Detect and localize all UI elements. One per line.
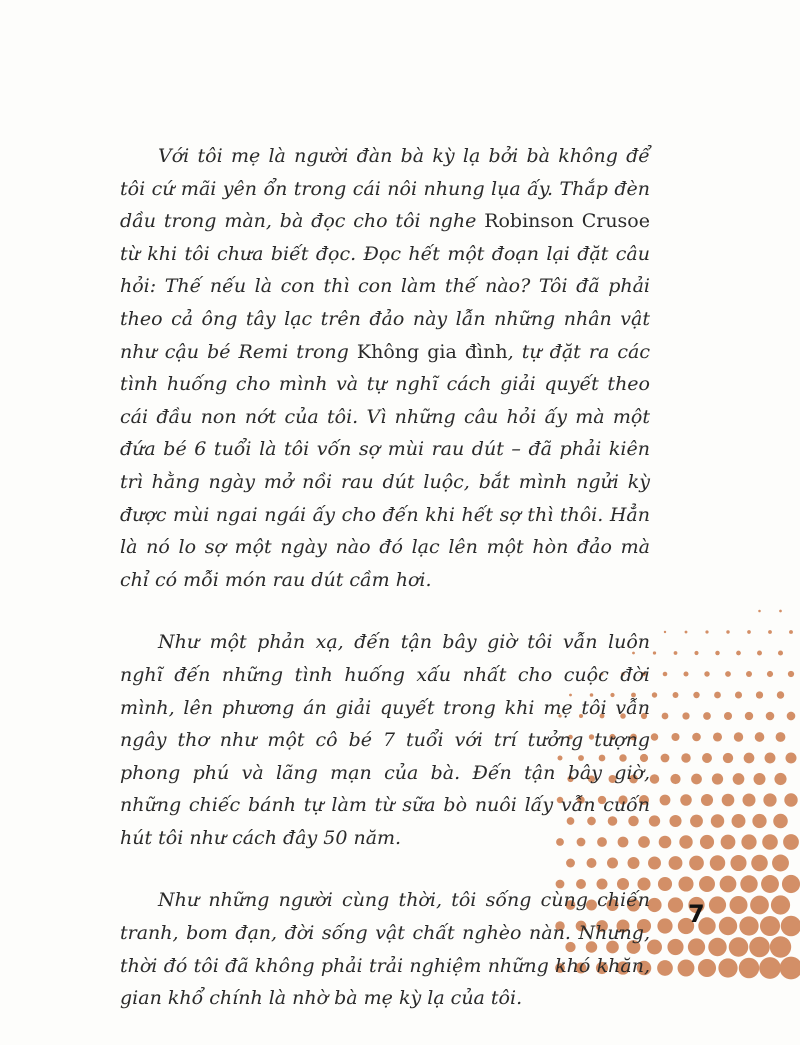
halftone-dot (772, 855, 789, 872)
halftone-dot (680, 794, 692, 806)
halftone-dot (771, 895, 790, 914)
halftone-dot (652, 692, 657, 697)
halftone-dot (729, 937, 749, 957)
page-number: 7 (688, 900, 705, 928)
halftone-dot (789, 630, 793, 634)
halftone-dot (773, 814, 788, 829)
halftone-dot (690, 815, 703, 828)
paragraph-2: Như một phản xạ, đến tận bây giờ tôi vẫn luôn nghĩ đến những tình huống xấu nhất cho cuộc đời mình, lên phương án giải quyết trong khi mẹ tôi vẫn ngây thơ như một cô bé 7 tuổi với trí tưởng tượng phong phú và lãng mạn của bà. Đến tận bây giờ, những chiếc bánh tự làm từ sữa bò nuôi lấy vẫn cuốn hút tôi như cách đây 50 năm. (120, 631, 650, 849)
halftone-dot (700, 835, 714, 849)
paragraph-1-part-5: , tự đặt ra các tình huống cho mình và tự nghĩ cách giải quyết theo cái đầu non nớt của tôi. Vì những câu hỏi ấy mà một đứa bé 6 tuổi là tôi vốn sợ mùi rau dút – đã phải kiên trì hằng ngày mở nồi rau dút luộc, bắt mình ngửi kỳ được mùi ngai ngái ấy cho đến khi hết sợ thì thôi. Hẳn là nó lo sợ một ngày nào đó lạc lên một hòn đảo mà chỉ có mỗi món rau dút cầm hơi. (120, 340, 650, 591)
halftone-dot (702, 753, 712, 763)
halftone-dot (755, 732, 765, 742)
halftone-dot (722, 794, 735, 807)
halftone-dot (730, 855, 746, 871)
halftone-dot (714, 692, 721, 699)
paragraph-1-part-1: Với tôi mẹ là người đàn bà kỳ lạ bởi bà không để tôi cứ mãi yên ổn trong cái nôi nhung lụa ấy. Thắp đèn dầu trong màn, bà đọc cho tôi nghe (120, 145, 650, 233)
halftone-dot (664, 631, 666, 633)
halftone-dot (693, 692, 699, 698)
halftone-dot (678, 876, 693, 891)
halftone-dot (719, 917, 737, 935)
halftone-dot (756, 691, 763, 698)
halftone-dot (674, 651, 678, 655)
halftone-dot (780, 957, 800, 980)
halftone-dot (720, 876, 737, 893)
halftone-dot (651, 733, 659, 741)
halftone-dot (778, 650, 783, 655)
halftone-dot (739, 958, 759, 978)
paragraph-1 (120, 140, 650, 596)
halftone-dot (734, 732, 743, 741)
halftone-dot (657, 960, 673, 976)
halftone-dot (669, 815, 681, 827)
halftone-dot (762, 834, 778, 850)
halftone-dot (760, 916, 780, 936)
halftone-dot (659, 836, 672, 849)
halftone-dot (715, 651, 719, 655)
halftone-dot (711, 814, 724, 827)
halftone-dot (782, 875, 800, 893)
halftone-dot (725, 671, 731, 677)
halftone-dot (736, 651, 741, 656)
halftone-dot (733, 773, 745, 785)
halftone-dot (777, 691, 784, 698)
halftone-dot (667, 939, 683, 955)
halftone-dot (754, 773, 766, 785)
halftone-dot (649, 815, 660, 826)
halftone-dot (781, 916, 800, 937)
halftone-dot (713, 732, 722, 741)
halftone-dot (746, 671, 752, 677)
halftone-dot (673, 692, 679, 698)
halftone-dot (718, 958, 737, 977)
halftone-dot (750, 896, 769, 915)
halftone-dot (671, 733, 679, 741)
halftone-dot (763, 793, 776, 806)
paragraph-3: Như những người cùng thời, tôi sống cùng chiến tranh, bom đạn, đời sống vật chất nghèo nàn. Nhưng, thời đó tôi đã không phải trải nghiệm những khó khăn, gian khổ chính là nhờ bà mẹ kỳ lạ của tôi. (120, 889, 650, 1010)
halftone-dot (668, 897, 683, 912)
halftone-dot (705, 630, 708, 633)
halftone-dot (681, 753, 690, 762)
halftone-dot (685, 631, 688, 634)
halftone-dot (739, 916, 758, 935)
halftone-dot (691, 774, 702, 785)
halftone-dot (743, 794, 756, 807)
paragraph-1-part-3: từ khi tôi chưa biết đọc. Đọc hết một đoạn lại đặt câu hỏi: Thế nếu là con thì con làm thế nào? Tôi đã phải theo cả ông tây lạc trên đảo này lẫn những nhân vật như cậu bé Remi trong (120, 242, 650, 363)
halftone-dot (660, 795, 671, 806)
halftone-dot (679, 835, 692, 848)
halftone-dot (784, 793, 797, 806)
halftone-dot (698, 959, 716, 977)
halftone-dot (783, 834, 799, 850)
halftone-dot (761, 875, 779, 893)
halftone-dot (745, 712, 753, 720)
halftone-dot (653, 651, 656, 654)
halftone-dot (669, 856, 683, 870)
halftone-dot (751, 855, 768, 872)
book-title-khong-gia-dinh: Không gia đình (356, 340, 508, 363)
book-title-robinson-crusoe: Robinson Crusoe (484, 210, 650, 233)
halftone-dot (699, 876, 715, 892)
halftone-dot (744, 753, 755, 764)
halftone-dot (703, 712, 711, 720)
halftone-dot (735, 691, 742, 698)
halftone-dot (712, 773, 723, 784)
halftone-dot (726, 630, 729, 633)
halftone-dot (658, 877, 672, 891)
body-text (120, 140, 650, 1045)
halftone-dot (759, 957, 781, 979)
halftone-dot (770, 936, 791, 957)
halftone-dot (776, 732, 786, 742)
halftone-dot (670, 774, 680, 784)
halftone-dot (683, 671, 688, 676)
halftone-dot (774, 773, 786, 785)
halftone-dot (678, 960, 695, 977)
halftone-dot (757, 651, 762, 656)
halftone-dot (694, 651, 698, 655)
halftone-dot (779, 610, 782, 613)
halftone-dot (767, 671, 773, 677)
halftone-dot (741, 834, 756, 849)
halftone-dot (688, 938, 705, 955)
halftone-dot (701, 794, 713, 806)
halftone-dot (732, 814, 746, 828)
halftone-dot (708, 938, 726, 956)
halftone-dot (723, 753, 733, 763)
halftone-dot (766, 712, 775, 721)
halftone-dot (682, 712, 689, 719)
halftone-dot (650, 774, 660, 784)
halftone-dot (785, 752, 796, 763)
halftone-dot (752, 814, 766, 828)
halftone-dot (740, 875, 757, 892)
halftone-dot (788, 671, 794, 677)
halftone-dot (787, 712, 796, 721)
halftone-dot (721, 835, 736, 850)
halftone-dot (704, 671, 709, 676)
halftone-dot (692, 733, 701, 742)
halftone-dot (768, 630, 772, 634)
halftone-dot (710, 855, 725, 870)
halftone-dot (724, 712, 732, 720)
halftone-dot (747, 630, 751, 634)
halftone-dot (689, 856, 704, 871)
halftone-dot (765, 753, 776, 764)
halftone-dot (709, 896, 726, 913)
halftone-dot (657, 918, 672, 933)
halftone-dot (661, 754, 670, 763)
halftone-dot (758, 610, 761, 613)
halftone-dot (663, 672, 668, 677)
halftone-dot (729, 896, 747, 914)
halftone-dot (749, 937, 770, 958)
halftone-dot (662, 713, 669, 720)
